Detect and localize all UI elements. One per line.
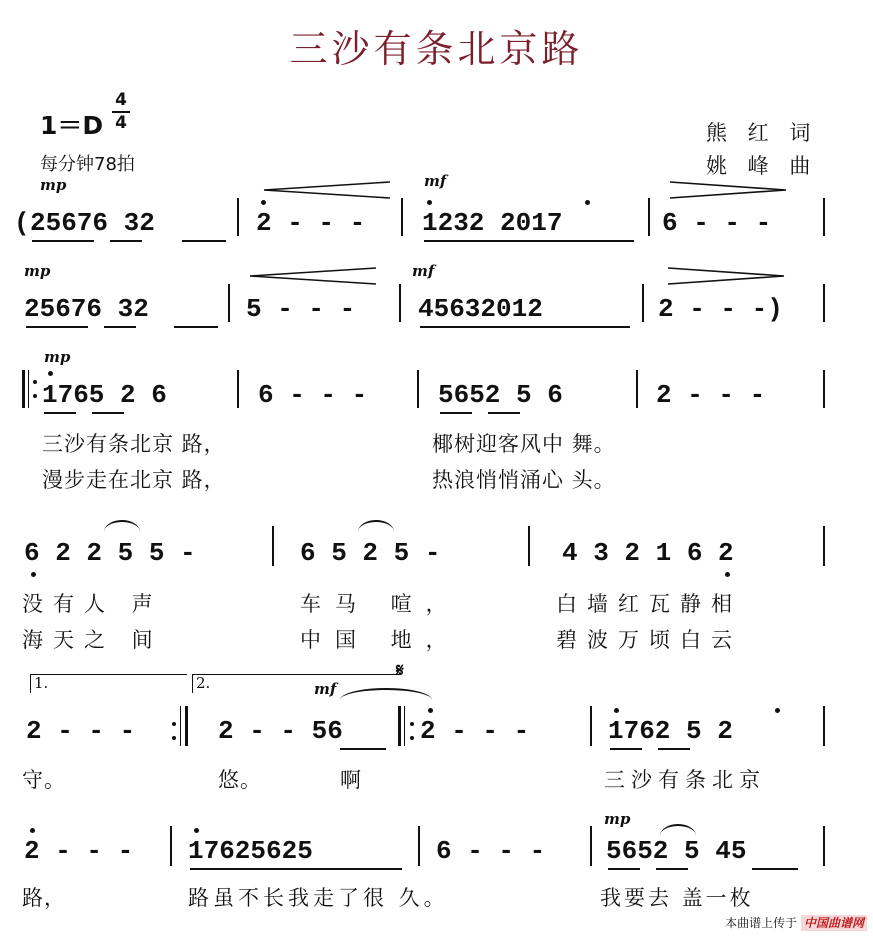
notes-r2-m1: 25676 32 bbox=[24, 294, 149, 324]
barline bbox=[590, 706, 592, 746]
segno-sign: 𝄋 bbox=[396, 660, 404, 681]
lyric-r4-v1-b: 车马 喧， bbox=[300, 592, 461, 616]
lyric-r3-v2-b: 热浪悄悄涌心 头。 bbox=[432, 468, 616, 492]
barline bbox=[170, 826, 172, 866]
notes-r3-m3: 5652 5 6 bbox=[438, 380, 563, 410]
lyric-r3-v1-a: 三沙有条北京 路， bbox=[42, 432, 226, 456]
dynamic-mp: mp bbox=[40, 176, 67, 194]
beam bbox=[440, 412, 472, 414]
barline bbox=[237, 198, 239, 236]
notes-r5-m2: 2 - - 56 bbox=[218, 716, 343, 746]
dynamic-mp: mp bbox=[44, 348, 71, 366]
beam bbox=[104, 326, 136, 328]
barline bbox=[823, 284, 825, 322]
lyric-r6-c: 我要去 盖一枚 bbox=[600, 886, 754, 910]
barline bbox=[272, 526, 274, 566]
slur bbox=[358, 520, 394, 532]
notes-r3-m4: 2 - - - bbox=[656, 380, 766, 410]
lyric-r4-v1-a: 没有人 声 bbox=[22, 592, 163, 616]
high-dot bbox=[775, 708, 780, 713]
lyric-r3-v2-a: 漫步走在北京 路， bbox=[42, 468, 226, 492]
repeat-dot bbox=[33, 394, 37, 398]
high-dot bbox=[428, 708, 433, 713]
beam bbox=[488, 412, 520, 414]
crescendo-hairpin bbox=[262, 180, 392, 200]
beam bbox=[44, 412, 76, 414]
barline bbox=[399, 284, 401, 322]
notes-r1-m2: 2 - - - bbox=[256, 208, 366, 238]
lyric-r5-c: 啊 bbox=[340, 768, 362, 792]
open-paren: ( bbox=[14, 208, 30, 238]
barline bbox=[642, 284, 644, 322]
notes-r5-m1: 2 - - - bbox=[26, 716, 136, 746]
repeat-start-thin bbox=[28, 370, 29, 408]
repeat-end-thin bbox=[180, 706, 181, 746]
repeat-start-thick bbox=[22, 370, 25, 408]
beam bbox=[110, 240, 142, 242]
barline bbox=[237, 370, 239, 408]
second-ending-label: 2. bbox=[196, 674, 211, 692]
slur bbox=[104, 520, 140, 532]
high-dot bbox=[48, 371, 53, 376]
lyric-r4-v2-c: 碧波万顷白云 bbox=[556, 628, 742, 652]
beam bbox=[26, 326, 88, 328]
notes-r6-m2: 17625625 bbox=[188, 836, 313, 866]
first-ending-label: 1. bbox=[34, 674, 49, 692]
time-signature bbox=[112, 90, 130, 134]
barline bbox=[636, 370, 638, 408]
barline bbox=[823, 370, 825, 408]
beam bbox=[608, 868, 640, 870]
repeat-start-thick bbox=[398, 706, 401, 746]
dynamic-mp: mp bbox=[24, 262, 51, 280]
repeat-end-thick bbox=[185, 706, 188, 746]
first-ending-bracket bbox=[30, 674, 187, 693]
site-logo: 中国曲谱网 bbox=[801, 915, 867, 931]
lyricist-credit: 熊 红 词 bbox=[706, 121, 818, 145]
notes-r5-m3: 2 - - - bbox=[420, 716, 530, 746]
beam bbox=[190, 868, 402, 870]
barline bbox=[401, 198, 403, 236]
notes-r4-m3: 4 3 2 1 6 2 bbox=[562, 538, 734, 568]
barline bbox=[823, 526, 825, 566]
footer-text: 本曲谱上传于 bbox=[725, 916, 798, 930]
beam bbox=[174, 326, 218, 328]
low-dot bbox=[31, 572, 36, 577]
crescendo-hairpin bbox=[248, 266, 378, 286]
beam bbox=[340, 748, 386, 750]
notes-r1-m1: 25676 32 bbox=[30, 208, 155, 238]
beam bbox=[182, 240, 226, 242]
lyric-r5-a: 守。 bbox=[22, 768, 66, 792]
dynamic-mp: mp bbox=[604, 810, 631, 828]
repeat-dot bbox=[172, 736, 176, 740]
upload-footer bbox=[725, 914, 867, 931]
high-dot bbox=[261, 200, 266, 205]
lyric-r6-b: 路虽不长我走了很 久。 bbox=[188, 886, 449, 910]
barline bbox=[228, 284, 230, 322]
notes-r5-m4: 1762 5 2 bbox=[608, 716, 733, 746]
barline bbox=[823, 198, 825, 236]
barline bbox=[417, 370, 419, 408]
repeat-dot bbox=[172, 722, 176, 726]
beam bbox=[420, 326, 630, 328]
repeat-start-thin bbox=[404, 706, 405, 746]
barline bbox=[528, 526, 530, 566]
high-dot bbox=[585, 200, 590, 205]
barline bbox=[823, 826, 825, 866]
lyric-r5-d: 三沙有条北京 bbox=[604, 768, 766, 792]
notes-r6-m1: 2 - - - bbox=[24, 836, 134, 866]
barline bbox=[823, 706, 825, 746]
composer-credit: 姚 峰 曲 bbox=[706, 154, 818, 178]
barline bbox=[648, 198, 650, 236]
lyric-r4-v2-a: 海天之 间 bbox=[22, 628, 163, 652]
notes-r4-m1: 6 2 2 5 5 - bbox=[24, 538, 196, 568]
lyric-r6-a: 路， bbox=[22, 886, 66, 910]
beam bbox=[32, 240, 94, 242]
beam bbox=[656, 868, 688, 870]
decrescendo-hairpin bbox=[666, 266, 786, 286]
beam bbox=[610, 748, 642, 750]
barline bbox=[418, 826, 420, 866]
slur bbox=[660, 824, 696, 836]
notes-r2-m2: 5 - - - bbox=[246, 294, 356, 324]
lyric-r4-v1-c: 白墙红瓦静相 bbox=[556, 592, 742, 616]
notes-r1-m4: 6 - - - bbox=[662, 208, 772, 238]
notes-r3-m2: 6 - - - bbox=[258, 380, 368, 410]
notes-r1-m3: 1232 2017 bbox=[422, 208, 563, 238]
barline bbox=[590, 826, 592, 866]
meter-top: 4 bbox=[115, 90, 127, 110]
notes-r6-m4: 5652 5 45 bbox=[606, 836, 747, 866]
high-dot bbox=[427, 200, 432, 205]
lyric-r3-v1-b: 椰树迎客风中 舞。 bbox=[432, 432, 616, 456]
beam bbox=[752, 868, 798, 870]
lyric-r4-v2-b: 中国 地， bbox=[300, 628, 461, 652]
tempo-marking: 每分钟78拍 bbox=[40, 154, 135, 175]
repeat-dot bbox=[410, 736, 414, 740]
high-dot bbox=[614, 708, 619, 713]
repeat-dot bbox=[410, 722, 414, 726]
song-title: 三沙有条北京路 bbox=[289, 27, 584, 71]
dynamic-mf: mf bbox=[424, 172, 447, 190]
dynamic-mf: mf bbox=[314, 680, 337, 698]
notes-r2-m3: 45632012 bbox=[418, 294, 543, 324]
key-signature: 1＝D bbox=[40, 111, 104, 140]
decrescendo-hairpin bbox=[668, 180, 788, 200]
dynamic-mf: mf bbox=[412, 262, 435, 280]
high-dot bbox=[30, 828, 35, 833]
meter-bottom: 4 bbox=[115, 113, 127, 133]
notes-r4-m2: 6 5 2 5 - bbox=[300, 538, 441, 568]
notes-r2-m4: 2 - - -) bbox=[658, 294, 783, 324]
low-dot bbox=[725, 572, 730, 577]
notes-r6-m3: 6 - - - bbox=[436, 836, 546, 866]
high-dot bbox=[194, 828, 199, 833]
notes-r3-m1: 1765 2 6 bbox=[42, 380, 167, 410]
lyric-r5-b: 悠。 bbox=[218, 768, 262, 792]
beam bbox=[658, 748, 690, 750]
beam bbox=[92, 412, 124, 414]
beam bbox=[424, 240, 634, 242]
repeat-dot bbox=[33, 380, 37, 384]
